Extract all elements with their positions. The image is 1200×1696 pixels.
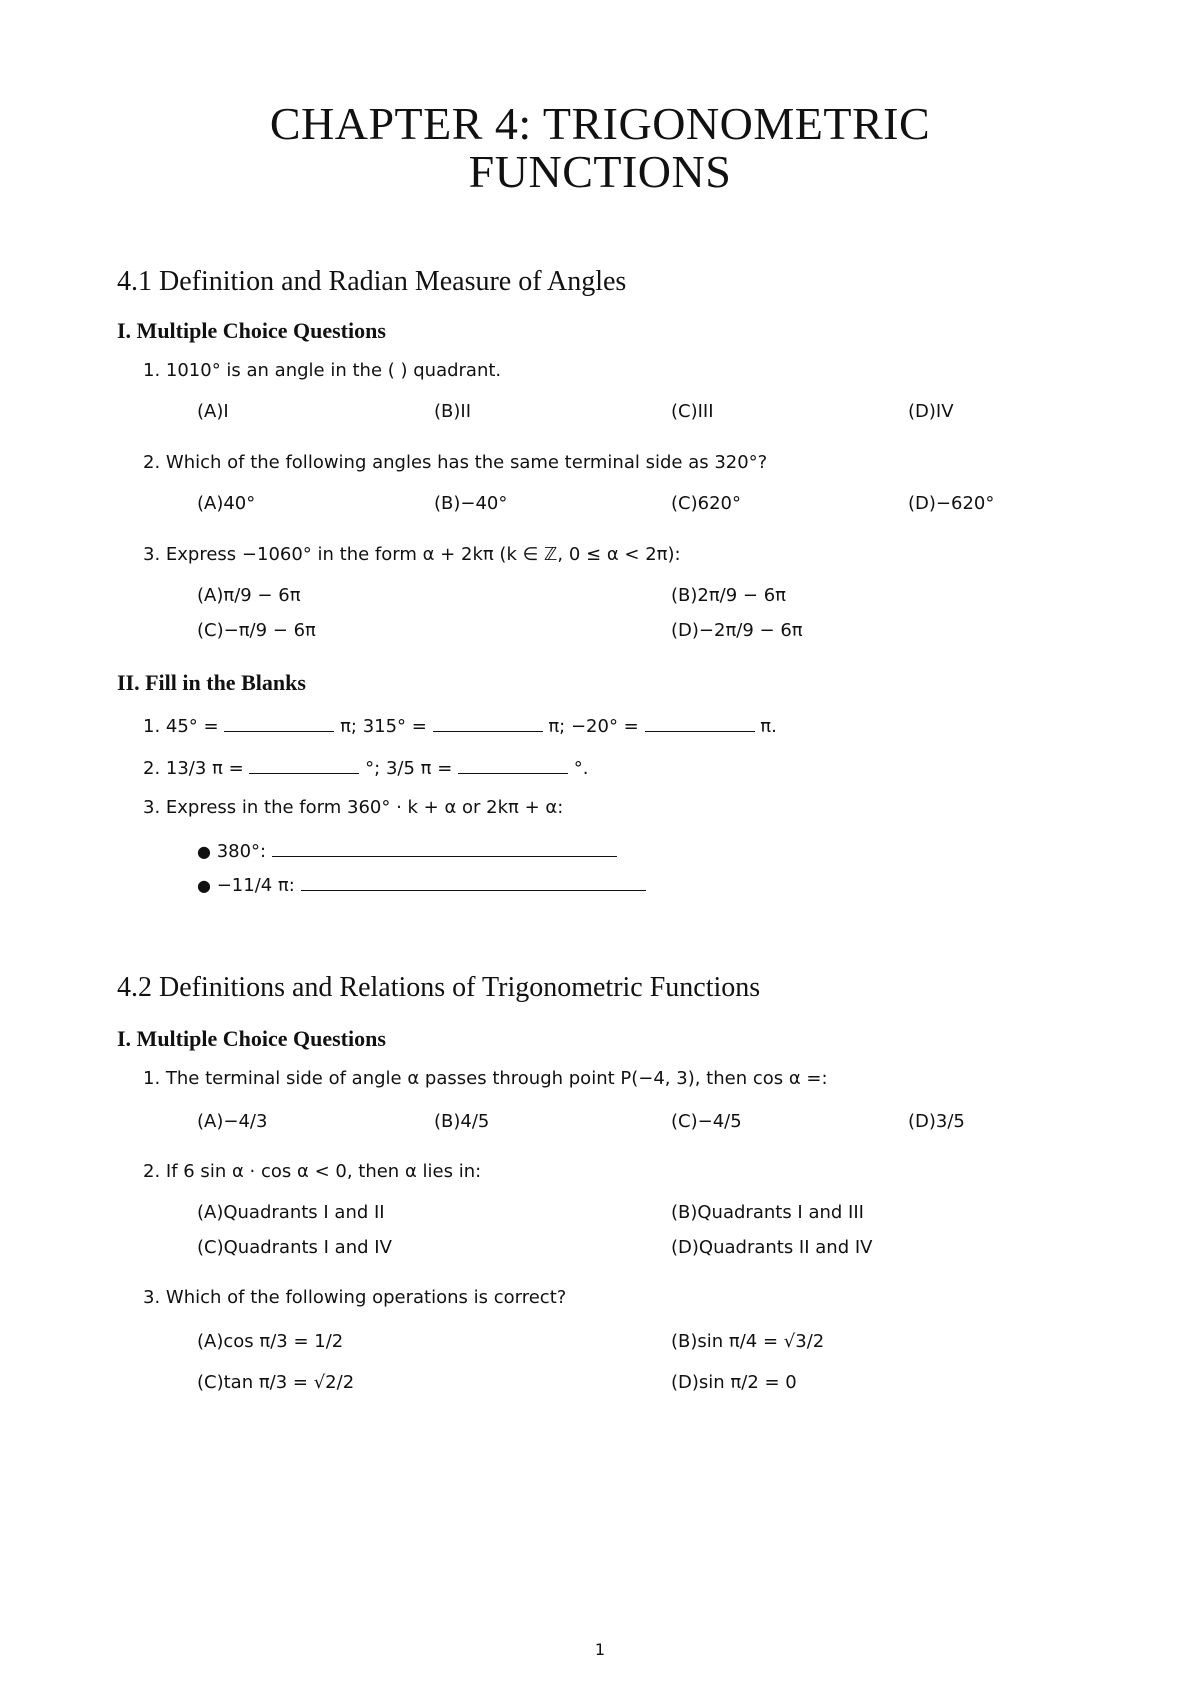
answer-blank[interactable]: [645, 713, 755, 732]
question-text: 1. 1010° is an angle in the ( ) quadrant.: [143, 360, 502, 381]
question-text: 3. Which of the following operations is correct?: [143, 1287, 567, 1308]
option-d: (D)Quadrants II and IV: [671, 1237, 873, 1258]
mcq-heading: I. Multiple Choice Questions: [117, 318, 386, 343]
option-c: (C)tan π/3 = √2/2: [197, 1372, 355, 1393]
fill-text: 2. 13/3 π =: [143, 758, 244, 779]
answer-blank[interactable]: [301, 872, 646, 891]
option-a: (A)Quadrants I and II: [197, 1202, 385, 1223]
option-a: (A)40°: [197, 493, 256, 514]
bullet-item: [197, 872, 646, 896]
option-c: (C)−π/9 − 6π: [197, 620, 316, 641]
option-b: (B)Quadrants I and III: [671, 1202, 864, 1223]
option-b: (B)sin π/4 = √3/2: [671, 1331, 825, 1352]
question-text: 2. Which of the following angles has the same terminal side as 320°?: [143, 452, 768, 473]
bullet-icon: ●: [197, 876, 211, 895]
chapter-title-line1: CHAPTER 4: TRIGONOMETRIC: [269, 98, 931, 149]
option-c: (C)Quadrants I and IV: [197, 1237, 392, 1258]
fill-text: π; −20° =: [548, 716, 639, 737]
option-c: (C)620°: [671, 493, 741, 514]
question-text: 1. The terminal side of angle α passes through point P(−4, 3), then cos α =:: [143, 1068, 828, 1089]
bullet-label: 380°:: [216, 841, 267, 862]
option-b: (B)II: [434, 401, 472, 422]
option-c: (C)III: [671, 401, 714, 422]
fill-text: °; 3/5 π =: [365, 758, 453, 779]
bullet-label: −11/4 π:: [216, 875, 295, 896]
option-a: (A)I: [197, 401, 229, 422]
fill-item-1: [143, 713, 777, 737]
answer-blank[interactable]: [458, 755, 568, 774]
option-d: (D)−620°: [908, 493, 995, 514]
option-c: (C)−4/5: [671, 1111, 742, 1132]
section-heading-4-2: 4.2 Definitions and Relations of Trigonometric Functions: [117, 972, 761, 1003]
option-d: (D)IV: [908, 401, 954, 422]
fill-text: °.: [573, 758, 589, 779]
chapter-title-line2: FUNCTIONS: [468, 146, 732, 197]
fill-heading: II. Fill in the Blanks: [117, 670, 306, 695]
answer-blank[interactable]: [272, 838, 617, 857]
option-a: (A)cos π/3 = 1/2: [197, 1331, 344, 1352]
fill-text: 1. 45° =: [143, 716, 219, 737]
bullet-icon: ●: [197, 842, 211, 861]
fill-text: π.: [760, 716, 777, 737]
answer-blank[interactable]: [249, 755, 359, 774]
option-b: (B)−40°: [434, 493, 508, 514]
fill-text: π; 315° =: [340, 716, 427, 737]
question-text: 3. Express −1060° in the form α + 2kπ (k ∈ ℤ, 0 ≤ α < 2π):: [143, 544, 681, 565]
option-d: (D)−2π/9 − 6π: [671, 620, 803, 641]
question-text: 2. If 6 sin α · cos α < 0, then α lies in:: [143, 1161, 482, 1182]
option-b: (B)4/5: [434, 1111, 490, 1132]
section-heading-4-1: 4.1 Definition and Radian Measure of Angles: [117, 266, 627, 297]
fill-item-3: 3. Express in the form 360° · k + α or 2kπ + α:: [143, 797, 564, 818]
bullet-item: [197, 838, 617, 862]
fill-item-2: [143, 755, 588, 779]
option-b: (B)2π/9 − 6π: [671, 585, 787, 606]
mcq-heading: I. Multiple Choice Questions: [117, 1026, 386, 1051]
option-d: (D)sin π/2 = 0: [671, 1372, 797, 1393]
answer-blank[interactable]: [224, 713, 334, 732]
option-a: (A)−4/3: [197, 1111, 268, 1132]
answer-blank[interactable]: [433, 713, 543, 732]
option-d: (D)3/5: [908, 1111, 965, 1132]
page-number: 1: [594, 1640, 606, 1659]
option-a: (A)π/9 − 6π: [197, 585, 301, 606]
